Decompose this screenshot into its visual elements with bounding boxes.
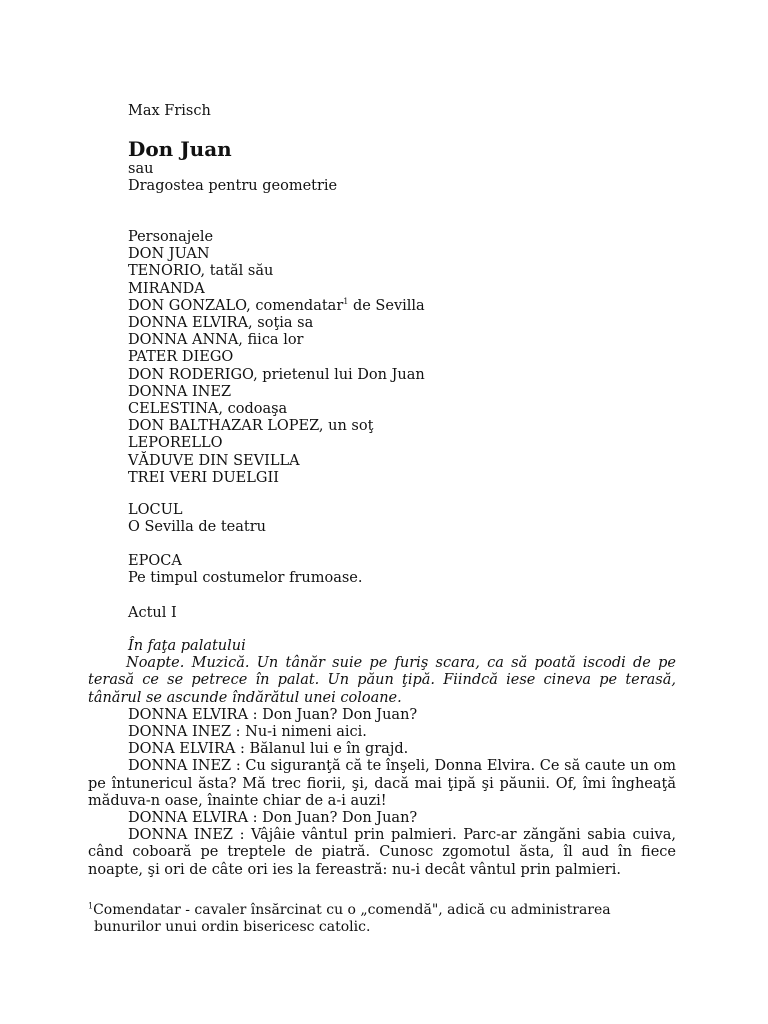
cast-item: TREI VERI DUELGII bbox=[128, 469, 279, 486]
footnote-line bbox=[88, 902, 678, 919]
subtitle-line: sau bbox=[128, 161, 154, 177]
dialogue-line: DONNA INEZ : Vâjâie vântul prin palmieri. Parc-ar zăngăni sabia cuiva, când coboară pe treptele de piatră. Cunosc zgomotul ăsta, îl aud în fiece noapte, şi ori de câte ori ies la fereastră: nu-i decât vântul prin palmieri. bbox=[88, 827, 676, 878]
time-section bbox=[128, 553, 680, 587]
cast-item: PATER DIEGO bbox=[128, 349, 234, 366]
scene-title: În faţa palatului bbox=[128, 638, 246, 654]
cast-item: DONNA INEZ bbox=[128, 383, 232, 400]
cast-item: CELESTINA, codoaşa bbox=[128, 401, 288, 418]
cast-item: VĂDUVE DIN SEVILLA bbox=[128, 452, 300, 469]
cast-item: LEPORELLO bbox=[128, 435, 223, 452]
play-subtitle bbox=[128, 161, 680, 195]
dialogue-line: DONNA ELVIRA : Don Juan? Don Juan? bbox=[128, 706, 418, 723]
cast-item: MIRANDA bbox=[128, 280, 205, 297]
cast-item: DON BALTHAZAR LOPEZ, un soţ bbox=[128, 418, 374, 435]
cast-item-with-footnote bbox=[128, 298, 680, 315]
cast-item: DON JUAN bbox=[128, 246, 210, 263]
footnote-line: bunurilor unui ordin bisericesc catolic. bbox=[94, 919, 371, 935]
subtitle-line: Dragostea pentru geometrie bbox=[128, 178, 338, 195]
cast-item: TENORIO, tatăl său bbox=[128, 263, 274, 280]
act-heading: Actul I bbox=[128, 605, 177, 621]
cast-item: DON RODERIGO, prietenul lui Don Juan bbox=[128, 366, 425, 383]
cast-item: DONNA ANNA, fiica lor bbox=[128, 332, 304, 349]
footnote-mark: 1 bbox=[88, 901, 94, 911]
cast-item-suffix: de Sevilla bbox=[348, 297, 425, 314]
place-heading: LOCUL bbox=[128, 502, 183, 518]
time-heading: EPOCA bbox=[128, 553, 182, 569]
scene-body bbox=[88, 638, 676, 879]
dialogue-line: DONNA ELVIRA : Don Juan? Don Juan? bbox=[128, 810, 418, 827]
footnote bbox=[88, 902, 678, 936]
cast-heading: Personajele bbox=[128, 229, 214, 245]
place-section bbox=[128, 502, 680, 536]
time-text: Pe timpul costumelor frumoase. bbox=[128, 570, 363, 587]
cast-list bbox=[128, 229, 680, 487]
footnote-text: Comendatar - cavaler însărcinat cu o „comendă", adică cu administrarea bbox=[93, 902, 611, 918]
dialogue-line: DONNA INEZ : Cu siguranţă că te înşeli, Donna Elvira. Ce să caute un om pe întunericul ăsta? Mă trec fiorii, şi, dacă mai ţipă şi păunii. Of, îmi îngheaţă măduva-n oase, înainte chiar de a-i auzi! bbox=[88, 758, 676, 809]
cast-item: DON GONZALO, comendatar bbox=[128, 297, 344, 314]
footnote-reference: 1 bbox=[343, 296, 349, 306]
author-name: Max Frisch bbox=[128, 103, 211, 119]
stage-direction: Noapte. Muzică. Un tânăr suie pe furiş scara, ca să poată iscodi de pe terasă ce se petrece în palat. Un păun ţipă. Fiindcă iese cineva pe terasă, tânărul se ascunde îndărătul unei coloane. bbox=[88, 655, 676, 706]
dialogue-line: DONNA INEZ : Nu-i nimeni aici. bbox=[128, 724, 367, 741]
place-text: O Sevilla de teatru bbox=[128, 519, 266, 536]
dialogue-line: DONA ELVIRA : Bălanul lui e în grajd. bbox=[128, 741, 409, 758]
cast-item: DONNA ELVIRA, soţia sa bbox=[128, 315, 314, 332]
play-title: Don Juan bbox=[128, 137, 232, 161]
